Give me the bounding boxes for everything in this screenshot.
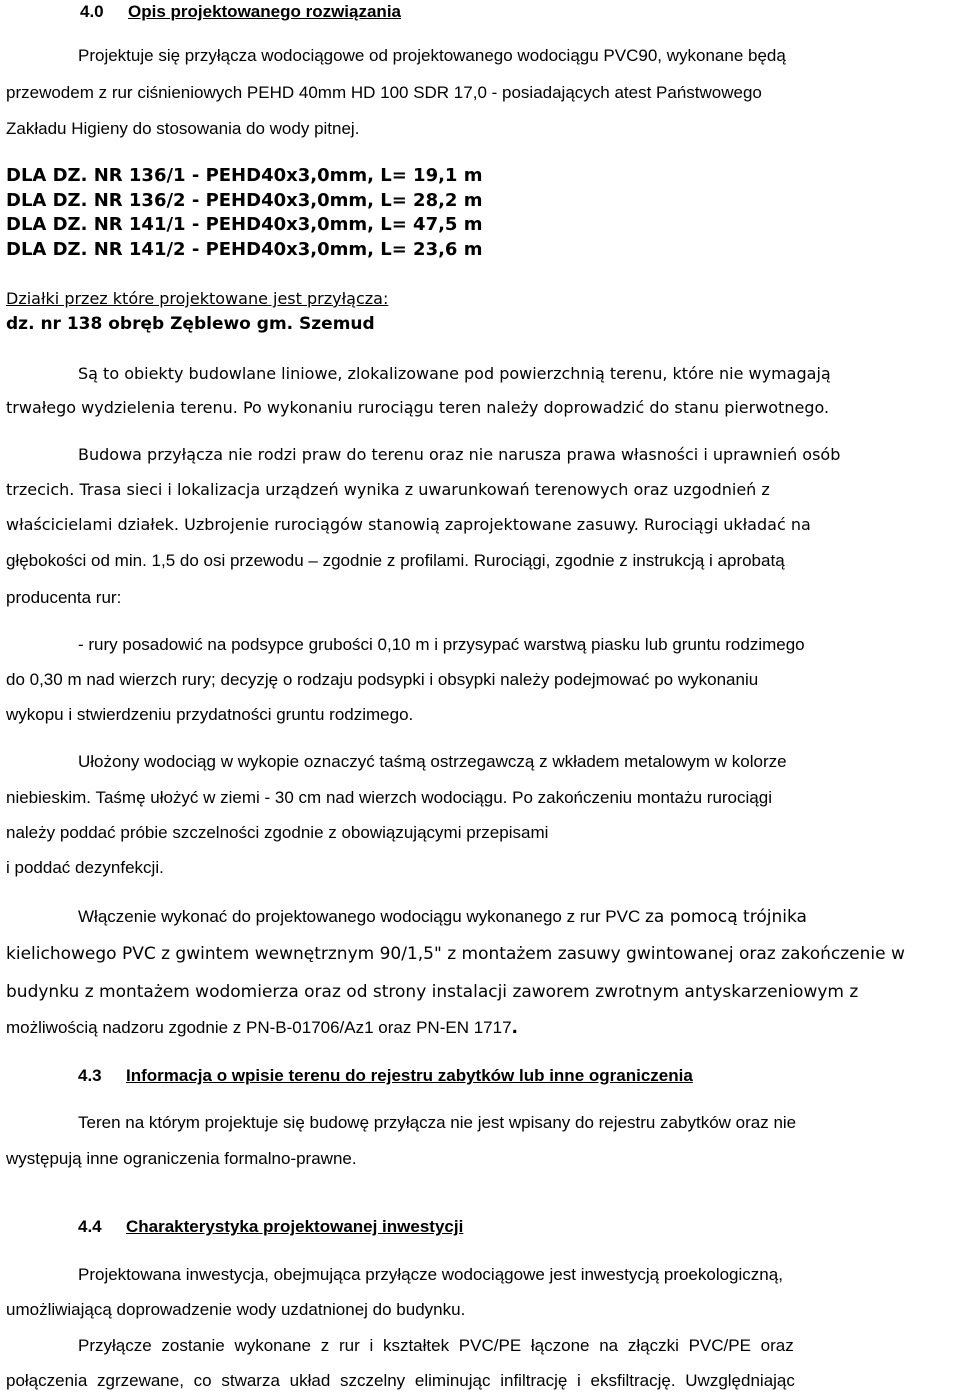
connection-line-1 bbox=[78, 906, 807, 928]
objects-line-1: Są to obiekty budowlane liniowe, zlokalizowane pod powierzchnią terenu, które nie wymagają bbox=[78, 364, 831, 383]
connection-text: za pomocą trójnika bbox=[644, 907, 807, 927]
intro-line-1: Projektuje się przyłącza wodociągowe od projektowanego wodociągu PVC90, wykonane będą bbox=[78, 46, 786, 65]
section-4-4-line-2: umożliwiającą doprowadzenie wody uzdatnionej do budynku. bbox=[6, 1300, 466, 1319]
tape-line-1: Ułożony wodociąg w wykopie oznaczyć taśmą ostrzegawczą z wkładem metalowym w kolorze bbox=[78, 752, 787, 771]
section-4-3-heading bbox=[78, 1065, 693, 1087]
rights-line-4: głębokości od min. 1,5 do osi przewodu – zgodnie z profilami. Rurociągi, zgodnie z instrukcją i aprobatą bbox=[6, 551, 785, 570]
connection-text: Włączenie wykonać do projektowanego wodociągu wykonanego z rur PVC bbox=[78, 907, 645, 926]
tape-line-2: niebieskim. Taśmę ułożyć w ziemi - 30 cm nad wierzch wodociągu. Po zakończeniu montażu rurociągi bbox=[6, 788, 772, 807]
section-4-3-line-2: występują inne ograniczenia formalno-prawne. bbox=[6, 1149, 357, 1168]
connection-line-3: budynku z montażem wodomierza oraz od strony instalacji zaworem zwrotnym antyskarzeniowym z bbox=[6, 982, 859, 1002]
connection-item: DLA DZ. NR 136/2 - PEHD40x3,0mm, L= 28,2 m bbox=[6, 190, 483, 211]
connection-item: DLA DZ. NR 141/1 - PEHD40x3,0mm, L= 47,5 m bbox=[6, 214, 483, 235]
section-4-4-heading bbox=[78, 1216, 463, 1238]
pipes-line-1: - rury posadowić na podsypce grubości 0,10 m i przysypać warstwą piasku lub gruntu rodzimego bbox=[78, 635, 805, 654]
section-4-0-heading bbox=[80, 1, 401, 23]
connection-item: DLA DZ. NR 136/1 - PEHD40x3,0mm, L= 19,1 m bbox=[6, 165, 483, 186]
section-number: 4.4 bbox=[78, 1217, 102, 1236]
intro-line-2: przewodem z rur ciśnieniowych PEHD 40mm HD 100 SDR 17,0 - posiadających atest Państwowego bbox=[6, 83, 762, 102]
section-4-3-line-1: Teren na którym projektuje się budowę przyłącza nie jest wpisany do rejestru zabytków oraz nie bbox=[78, 1113, 797, 1132]
tape-line-4: i poddać dezynfekcji. bbox=[6, 858, 164, 877]
tape-line-3: należy poddać próbie szczelności zgodnie z obowiązującymi przepisami bbox=[6, 823, 549, 842]
rights-line-3: właścicielami działek. Uzbrojenie rurociągów stanowią zaprojektowane zasuwy. Rurociągi układać na bbox=[6, 515, 811, 534]
pipes-line-2: do 0,30 m nad wierzch rury; decyzję o rodzaju podsypki i obsypki należy podejmować po wykonaniu bbox=[6, 670, 759, 689]
intro-line-3: Zakładu Higieny do stosowania do wody pitnej. bbox=[6, 119, 360, 138]
connection-text: . bbox=[511, 1018, 518, 1038]
section-title: Charakterystyka projektowanej inwestycji bbox=[126, 1217, 464, 1236]
section-number: 4.0 bbox=[80, 2, 104, 21]
section-4-4-line-1: Projektowana inwestycja, obejmująca przyłącze wodociągowe jest inwestycją proekologiczną, bbox=[78, 1265, 783, 1284]
section-number: 4.3 bbox=[78, 1066, 102, 1085]
section-title: Opis projektowanego rozwiązania bbox=[128, 2, 401, 21]
connection-text: możliwością nadzoru zgodnie z PN-B-01706/Az1 oraz PN-EN 1717 bbox=[6, 1018, 512, 1037]
rights-line-1: Budowa przyłącza nie rodzi praw do terenu oraz nie narusza prawa własności i uprawnień osób bbox=[78, 445, 841, 464]
connection-line-4 bbox=[6, 1017, 518, 1039]
connection-line-2: kielichowego PVC z gwintem wewnętrznym 90/1,5" z montażem zasuwy gwintowanej oraz zakończenie w bbox=[6, 944, 905, 964]
parcels-value: dz. nr 138 obręb Zęblewo gm. Szemud bbox=[6, 314, 375, 334]
section-4-4-line-4: połączenia zgrzewane, co stwarza układ szczelny eliminując infiltrację i eksfiltrację. Uwzględniając bbox=[6, 1371, 795, 1390]
parcels-label: Działki przez które projektowane jest przyłącza: bbox=[6, 289, 389, 308]
rights-line-2: trzecich. Trasa sieci i lokalizacja urządzeń wynika z uwarunkowań terenowych oraz uzgodnień z bbox=[6, 480, 770, 499]
connection-item: DLA DZ. NR 141/2 - PEHD40x3,0mm, L= 23,6 m bbox=[6, 239, 483, 260]
section-title: Informacja o wpisie terenu do rejestru zabytków lub inne ograniczenia bbox=[126, 1066, 693, 1085]
pipes-line-3: wykopu i stwierdzeniu przydatności gruntu rodzimego. bbox=[6, 705, 414, 724]
rights-line-5: producenta rur: bbox=[6, 588, 122, 607]
objects-line-2: trwałego wydzielenia terenu. Po wykonaniu rurociągu teren należy doprowadzić do stanu pierwotnego. bbox=[6, 398, 830, 417]
section-4-4-line-3: Przyłącze zostanie wykonane z rur i kształtek PVC/PE łączone na złączki PVC/PE oraz bbox=[78, 1336, 794, 1355]
